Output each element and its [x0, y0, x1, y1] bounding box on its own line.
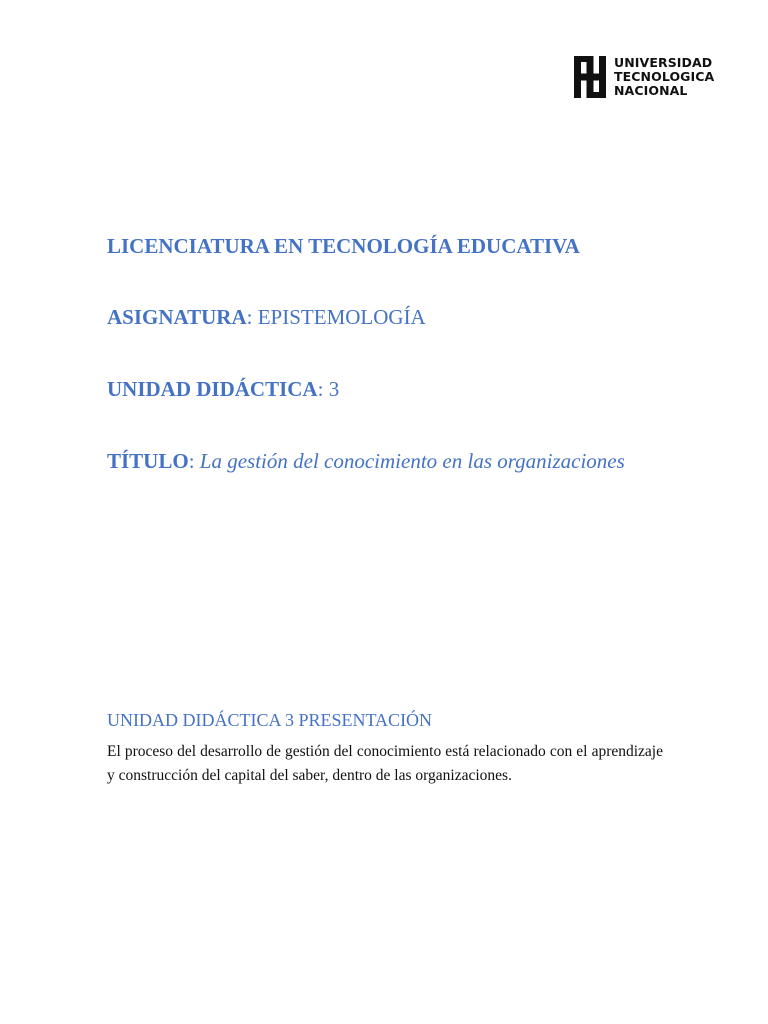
utn-logo-icon [574, 56, 606, 98]
program-heading: LICENCIATURA EN TECNOLOGÍA EDUCATIVA [107, 234, 580, 258]
subject-heading: ASIGNATURA: EPISTEMOLOGÍA [107, 305, 426, 329]
title-label: TÍTULO [107, 449, 189, 473]
section-title: UNIDAD DIDÁCTICA 3 PRESENTACIÓN [107, 710, 433, 730]
subject-value: EPISTEMOLOGÍA [257, 305, 426, 329]
unit-heading: UNIDAD DIDÁCTICA: 3 [107, 377, 340, 401]
university-logo [574, 56, 714, 98]
title-value: La gestión del conocimiento en las organizaciones [199, 449, 625, 473]
unit-label: UNIDAD DIDÁCTICA [107, 377, 318, 401]
section-paragraph: El proceso del desarrollo de gestión del conocimiento está relacionado con el aprendizaje y construcción del capital del saber, dentro de las organizaciones. [107, 743, 663, 784]
logo-line-2: TECNOLOGICA [614, 69, 715, 84]
logo-line-3: NACIONAL [614, 83, 688, 98]
logo-line-1: UNIVERSIDAD [614, 55, 713, 70]
unit-value: 3 [328, 377, 340, 401]
title-heading: TÍTULO: La gestión del conocimiento en las organizaciones [107, 449, 625, 473]
logo-wordmark [614, 56, 714, 98]
subject-label: ASIGNATURA [107, 305, 247, 329]
